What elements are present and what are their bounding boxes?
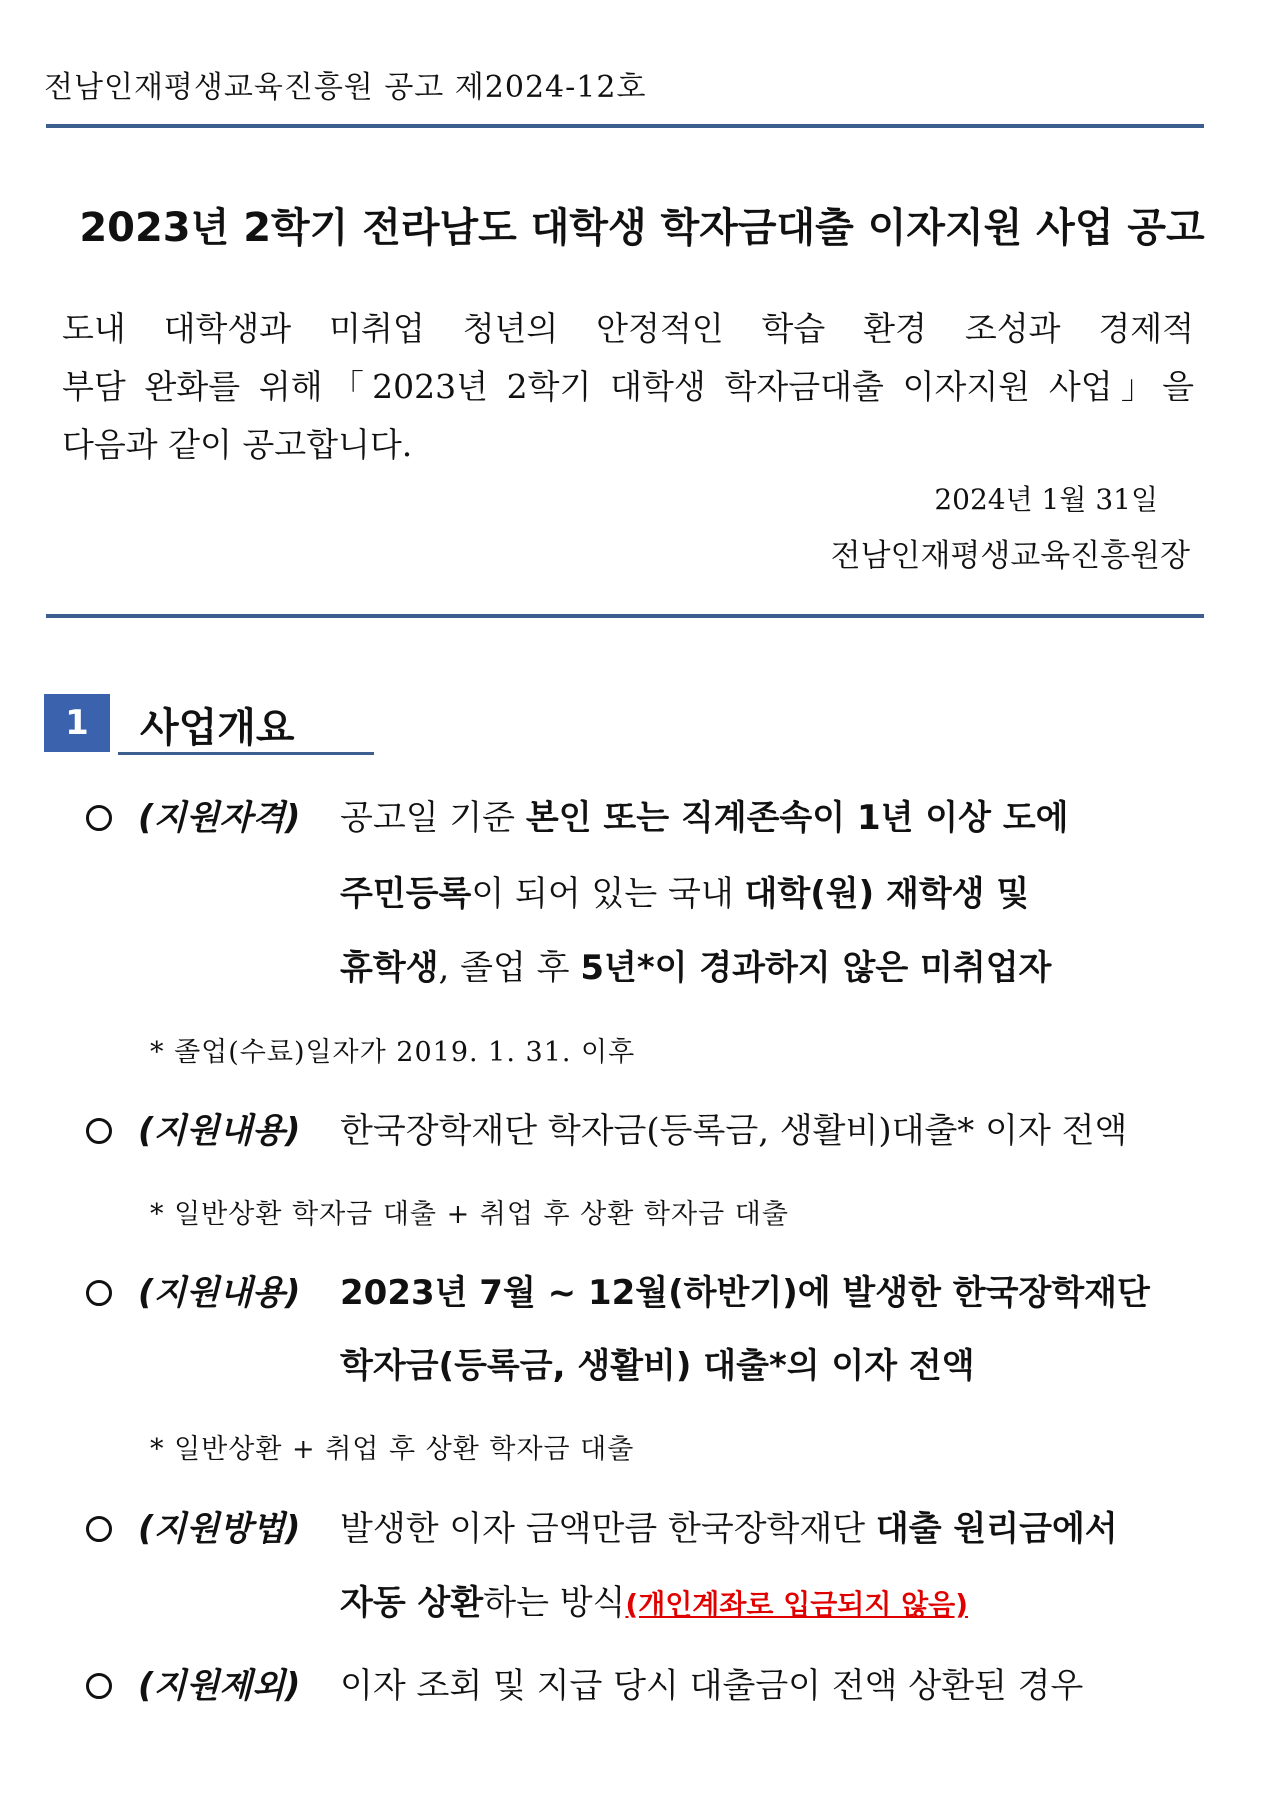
support-method-line-2 (340, 1575, 1200, 1624)
eligibility-line-3 (340, 940, 1200, 989)
text-bold: 대출 원리금에서 (875, 1509, 1118, 1549)
support-content-note: * 일반상환 학자금 대출 + 취업 후 상환 학자금 대출 (150, 1199, 789, 1230)
divider-top (46, 124, 1204, 128)
notice-number: 전남인재평생교육진흥원 공고 제2024-12호 (44, 70, 647, 105)
intro-line-1: 도내 대학생과 미취업 청년의 안정적인 학습 환경 조성과 경제적 (62, 309, 1194, 348)
notice-date: 2024년 1월 31일 (934, 483, 1158, 516)
eligibility-line-2 (340, 866, 1200, 915)
text-bold: 휴학생 (340, 948, 439, 988)
issuer-name: 전남인재평생교육진흥원장 (830, 538, 1190, 574)
item-label-support-method: (지원방법) (138, 1509, 301, 1549)
exclusion-line-1: 이자 조회 및 지급 당시 대출금이 전액 상환된 경우 (340, 1666, 1084, 1706)
item-label-exclusion: (지원제외) (138, 1666, 301, 1706)
text-bold: 대학(원) 재학생 및 (744, 874, 1030, 914)
bullet-circle-icon (86, 1665, 116, 1695)
support-content-2-line-2: 학자금(등록금, 생활비) 대출*의 이자 전액 (340, 1346, 975, 1386)
item-label-eligibility: (지원자격) (138, 798, 301, 838)
warning-text: (개인계좌로 입금되지 않음) (625, 1588, 969, 1621)
bullet-circle-icon (86, 1272, 116, 1302)
text: 이 되어 있는 국내 (471, 874, 745, 914)
intro-line-3: 다음과 같이 공고합니다. (62, 425, 413, 464)
item-label-support-content: (지원내용) (138, 1111, 301, 1151)
text-bold: 주민등록 (340, 874, 472, 914)
item-label-support-content-2: (지원내용) (138, 1273, 301, 1313)
divider-bottom (46, 614, 1204, 618)
bullet-circle-icon (86, 1110, 116, 1140)
support-method-line-1 (340, 1501, 1200, 1550)
text: 하는 방식 (483, 1583, 626, 1623)
section-title-underline (118, 752, 374, 755)
document-title: 2023년 2학기 전라남도 대학생 학자금대출 이자지원 사업 공고 (79, 205, 1205, 251)
text-bold: 5년*이 경과하지 않은 미취업자 (580, 948, 1052, 988)
support-content-2-note: * 일반상환 + 취업 후 상환 학자금 대출 (150, 1434, 635, 1465)
support-content-line-1: 한국장학재단 학자금(등록금, 생활비)대출* 이자 전액 (340, 1111, 1128, 1151)
bullet-circle-icon (86, 1508, 116, 1538)
section-number-badge: 1 (44, 694, 110, 752)
text: , 졸업 후 (438, 948, 581, 988)
eligibility-line-1 (340, 790, 1200, 839)
support-content-2-line-1: 2023년 7월 ~ 12월(하반기)에 발생한 한국장학재단 (340, 1273, 1150, 1313)
text: 공고일 기준 (340, 798, 526, 838)
section-title: 사업개요 (140, 705, 295, 751)
text-bold: 자동 상환 (340, 1583, 484, 1623)
text-bold: 본인 또는 직계존속이 1년 이상 도에 (525, 798, 1069, 838)
bullet-circle-icon (86, 797, 116, 827)
text: 발생한 이자 금액만큼 한국장학재단 (340, 1509, 876, 1549)
eligibility-note: * 졸업(수료)일자가 2019. 1. 31. 이후 (150, 1037, 636, 1068)
intro-line-2: 부담 완화를 위해「2023년 2학기 대학생 학자금대출 이자지원 사업」을 (62, 367, 1194, 406)
